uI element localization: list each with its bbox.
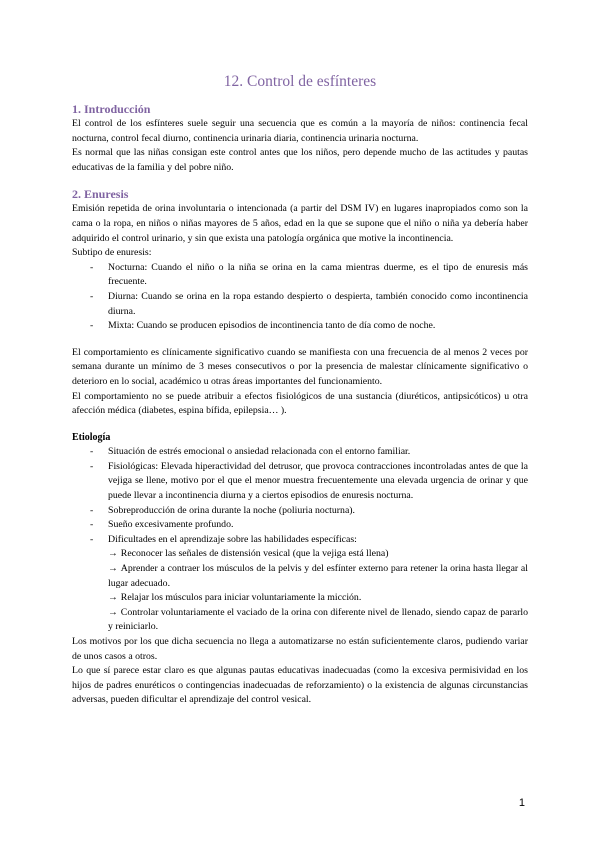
sub-item: → Aprender a contraer los músculos de la pelvis y del esfínter externo para retener la orina hasta llegar al lugar adecuado.	[108, 563, 528, 589]
subtypes-list	[72, 261, 528, 334]
document-page	[72, 72, 528, 708]
paragraph: El comportamiento no se puede atribuir a efectos fisiológicos de una sustancia (diuréticos, antipsicóticos) u otra afección médica (diabetes, espina bífida, epilepsia… ).	[72, 390, 528, 417]
paragraph: Los motivos por los que dicha secuencia no llega a automatizarse no están suficientemente claros, pudiendo variar de unos casos a otros.	[72, 636, 528, 662]
paragraph: El comportamiento es clínicamente significativo cuando se manifiesta con una frecuencia de al menos 2 veces por semana durante un mínimo de 3 meses consecutivos o por la presencia de malestar clínicamente significativo o deterioro en lo social, académico u otras áreas importantes del funcionamiento.	[72, 346, 528, 387]
page-number: 1	[518, 797, 525, 809]
page-title: 12. Control de esfínteres	[223, 73, 377, 90]
subtypes-label: Subtipo de enuresis:	[72, 247, 152, 259]
list-item: - Mixta: Cuando se producen episodios de incontinencia tanto de día como de noche.	[72, 319, 528, 334]
etiologia-list	[72, 445, 528, 547]
sub-item: → Reconocer las señales de distensión vesical (que la vejiga está llena)	[108, 548, 389, 560]
dash-bullet: -	[90, 261, 94, 273]
sub-item: → Controlar voluntariamente el vaciado de la orina con diferente nivel de llenado, siendo capaz de pararlo y reiniciarlo.	[108, 606, 528, 633]
paragraph: Emisión repetida de orina involuntaria o intencionada (a partir del DSM IV) en lugares inapropiados como son la cama o la ropa, en niños o niñas mayores de 5 años, edad en la que se supone que el niño o niña ya debería haber adquirido el control urinario, y sin que exista una patología orgánica que motive la incontinencia.	[72, 203, 528, 244]
list-item: - Nocturna: Cuando el niño o la niña se orina en la cama mientras duerme, es el tipo de enuresis más frecuente.	[90, 261, 528, 288]
list-item: - Dificultades en el aprendizaje sobre las habilidades específicas:	[72, 533, 528, 548]
section-heading-introduccion: 1. Introducción	[72, 102, 151, 116]
dash-bullet: -	[90, 290, 94, 302]
list-item: - Fisiológicas: Elevada hiperactividad del detrusor, que provoca contracciones incontroladas antes de que la vejiga se llene, motivo por el que el menor muestra frecuentemente una elevada urgencia de orinar y que puede llevar a incontinencia diurna y a ciertos episodios de enuresis nocturna.	[90, 460, 528, 502]
dash-bullet: -	[90, 533, 94, 545]
arrow-right-icon: →	[108, 606, 118, 618]
dash-bullet: -	[90, 320, 94, 332]
paragraph: Lo que sí parece estar claro es que algunas pautas educativas inadecuadas (como la excesiva permisividad en los hijos de padres enuréticos o contingencias inadecuadas de reforzamiento) o la existencia de algunas circunstancias adversas, pueden dificultar el aprendizaje del control vesical.	[72, 665, 528, 706]
arrow-right-icon: →	[108, 592, 118, 604]
paragraph: Es normal que las niñas consigan este control antes que los niños, pero depende mucho de las actitudes y pautas educativas de la familia y del pobre niño.	[72, 147, 528, 173]
subsection-heading-etiologia: Etiología	[72, 431, 111, 443]
section-heading-enuresis: 2. Enuresis	[72, 187, 129, 202]
dash-bullet: -	[90, 504, 94, 516]
dash-bullet: -	[90, 446, 94, 458]
list-item: - Sobreproducción de orina durante la noche (poliuria nocturna).	[72, 504, 528, 519]
list-item: - Situación de estrés emocional o ansiedad relacionada con el entorno familiar.	[72, 445, 528, 460]
paragraph: El control de los esfínteres suele seguir una secuencia que es común a la mayoría de niños: continencia fecal nocturna, control fecal diurno, continencia urinaria diaria, continencia urinaria nocturna.	[72, 118, 528, 144]
arrow-right-icon: →	[108, 548, 118, 560]
list-item: - Sueño excesivamente profundo.	[72, 518, 528, 533]
arrow-right-icon: →	[108, 563, 118, 575]
dash-bullet: -	[90, 460, 94, 472]
list-item: - Diurna: Cuando se orina en la ropa estando despierto o despierta, también conocido como incontinencia diurna.	[90, 290, 528, 317]
dash-bullet: -	[90, 519, 94, 531]
sub-item: → Relajar los músculos para iniciar voluntariamente la micción.	[108, 592, 362, 604]
